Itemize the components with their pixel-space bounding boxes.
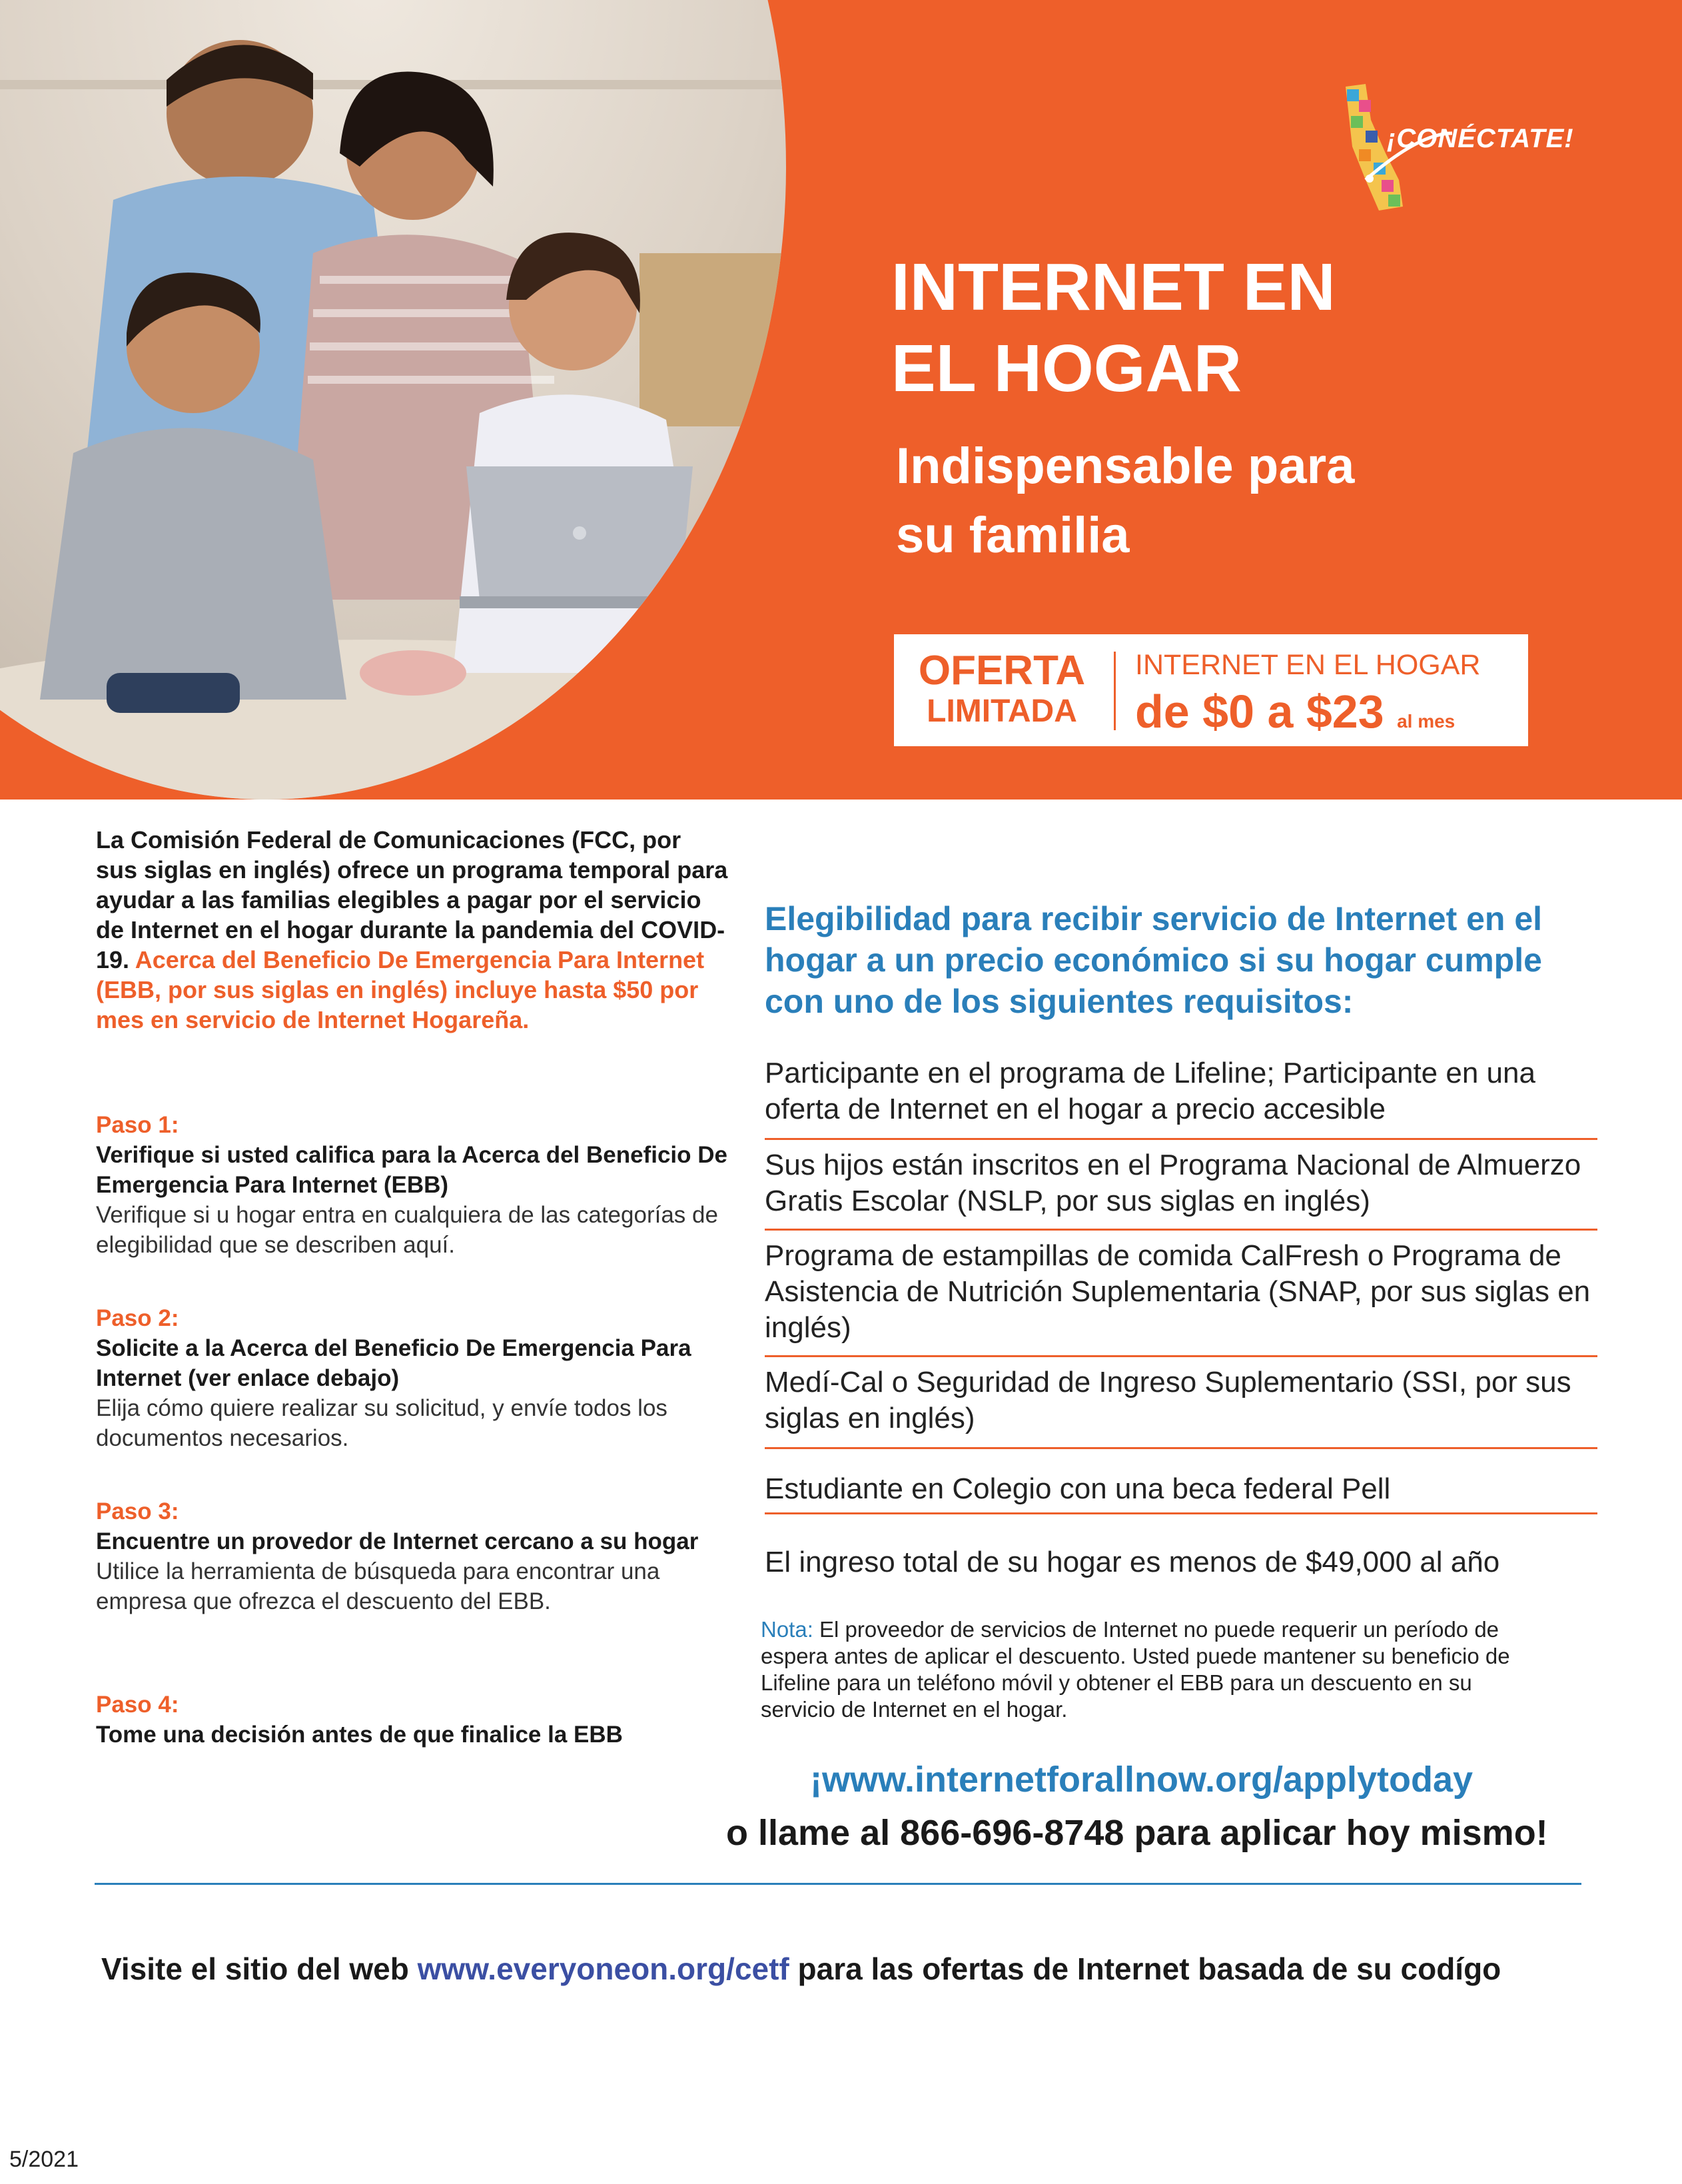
- step-body: Verifique si u hogar entra en cualquiera de las categorías de elegibilidad que se describen aquí.: [96, 1202, 718, 1258]
- offer-box: [894, 634, 1528, 746]
- offer-per-month: al mes: [1397, 711, 1456, 732]
- logo-text: ¡CONÉCTATE!: [1387, 124, 1574, 153]
- title-line-2: EL HOGAR: [891, 331, 1242, 406]
- step-title: Encuentre un provedor de Internet cercano a su hogar: [96, 1528, 699, 1554]
- phone-number[interactable]: 866-696-8748: [900, 1813, 1124, 1853]
- divider: [765, 1447, 1597, 1449]
- step-label: Paso 2:: [96, 1305, 179, 1331]
- subtitle: [896, 432, 1354, 570]
- hero-banner: [0, 0, 1682, 800]
- eligibility-item-income: El ingreso total de su hogar es menos de $49,000 al año: [765, 1546, 1500, 1578]
- visit-prefix: Visite el sitio del web: [101, 1951, 409, 1986]
- step-body: Utilice la herramienta de búsqueda para encontrar una empresa que ofrezca el descuento del EBB.: [96, 1558, 660, 1614]
- step-label: Paso 1:: [96, 1112, 179, 1138]
- step-title: Solicite a la Acerca del Beneficio De Emergencia Para Internet (ver enlace debajo): [96, 1335, 691, 1391]
- visit-line: [101, 1951, 1501, 1987]
- family-illustration: [0, 0, 786, 800]
- call-line: [726, 1812, 1548, 1854]
- divider: [765, 1229, 1597, 1231]
- step-3: [96, 1496, 729, 1616]
- step-label: Paso 4:: [96, 1692, 179, 1718]
- title-line-1: INTERNET EN: [891, 250, 1336, 324]
- call-suffix: para aplicar hoy mismo!: [1134, 1813, 1548, 1853]
- step-4: [96, 1690, 729, 1750]
- intro-highlight: Acerca del Beneficio De Emergencia Para Internet (EBB, por sus siglas en inglés) incluye hasta $50 por mes en servicio de Internet Hogareña.: [96, 946, 705, 1033]
- eligibility-item-ssi: Medí-Cal o Seguridad de Ingreso Suplementario (SSI, por sus siglas en inglés): [765, 1366, 1571, 1434]
- main-title: [891, 247, 1336, 409]
- divider: [765, 1512, 1597, 1514]
- offer-service: INTERNET EN EL HOGAR: [1135, 649, 1481, 681]
- offer-price-value: de $0 a $23: [1135, 686, 1384, 738]
- offer-divider: [1114, 652, 1116, 730]
- offer-price: [1135, 685, 1455, 738]
- visit-suffix: para las ofertas de Internet basada de su codígo: [797, 1951, 1501, 1986]
- intro-paragraph: [96, 825, 729, 1035]
- family-photo: [0, 0, 786, 800]
- everyoneon-link[interactable]: www.everyoneon.org/cetf: [417, 1951, 789, 1986]
- step-label: Paso 3:: [96, 1498, 179, 1524]
- eligibility-item-snap: Programa de estampillas de comida CalFresh o Programa de Asistencia de Nutrición Suplementaria (SNAP, por sus siglas en inglés): [765, 1239, 1591, 1344]
- eligibility-item-pell: Estudiante en Colegio con una beca federal Pell: [765, 1472, 1391, 1505]
- note: [761, 1616, 1547, 1723]
- step-body: Elija cómo quiere realizar su solicitud, y envíe todos los documentos necesarios.: [96, 1395, 667, 1451]
- call-prefix: o llame al: [726, 1813, 891, 1853]
- note-label: Nota:: [761, 1617, 813, 1642]
- offer-limited: [894, 649, 1110, 730]
- divider: [765, 1138, 1597, 1140]
- step-title: Verifique si usted califica para la Acerca del Beneficio De Emergencia Para Internet (EBB): [96, 1142, 727, 1198]
- eligibility-item-lifeline: Participante en el programa de Lifeline; Participante en una oferta de Internet en el hogar a precio accesible: [765, 1057, 1535, 1125]
- publication-date: 5/2021: [9, 2147, 79, 2172]
- apply-link[interactable]: ¡www.internetforallnow.org/applytoday: [810, 1760, 1473, 1800]
- note-text: El proveedor de servicios de Internet no puede requerir un período de espera antes de aplicar el descuento. Usted puede mantener su beneficio de Lifeline para un teléfono móvil y obtener el EBB para un descuento en su servicio de Internet en el hogar.: [761, 1617, 1510, 1722]
- offer-label-2: LIMITADA: [927, 694, 1077, 729]
- step-2: [96, 1303, 729, 1453]
- section-divider: [95, 1883, 1581, 1885]
- step-1: [96, 1110, 729, 1260]
- step-title: Tome una decisión antes de que finalice la EBB: [96, 1722, 623, 1748]
- subtitle-line-1: Indispensable para: [896, 438, 1355, 494]
- intro-text: La Comisión Federal de Comunicaciones (FCC, por sus siglas en inglés) ofrece un programa temporal para ayudar a las familias elegibles a pagar por el servicio de Internet en el hogar durante la pandemia del COVID-19.: [96, 826, 728, 973]
- eligibility-heading: Elegibilidad para recibir servicio de Internet en el hogar a un precio económico si su hogar cumple con uno de los siguientes requisitos:: [765, 900, 1543, 1020]
- offer-label-1: OFERTA: [918, 648, 1086, 694]
- divider: [765, 1355, 1597, 1357]
- eligibility-item-nslp: Sus hijos están inscritos en el Programa Nacional de Almuerzo Gratis Escolar (NSLP, por sus siglas en inglés): [765, 1149, 1581, 1217]
- subtitle-line-2: su familia: [896, 507, 1130, 564]
